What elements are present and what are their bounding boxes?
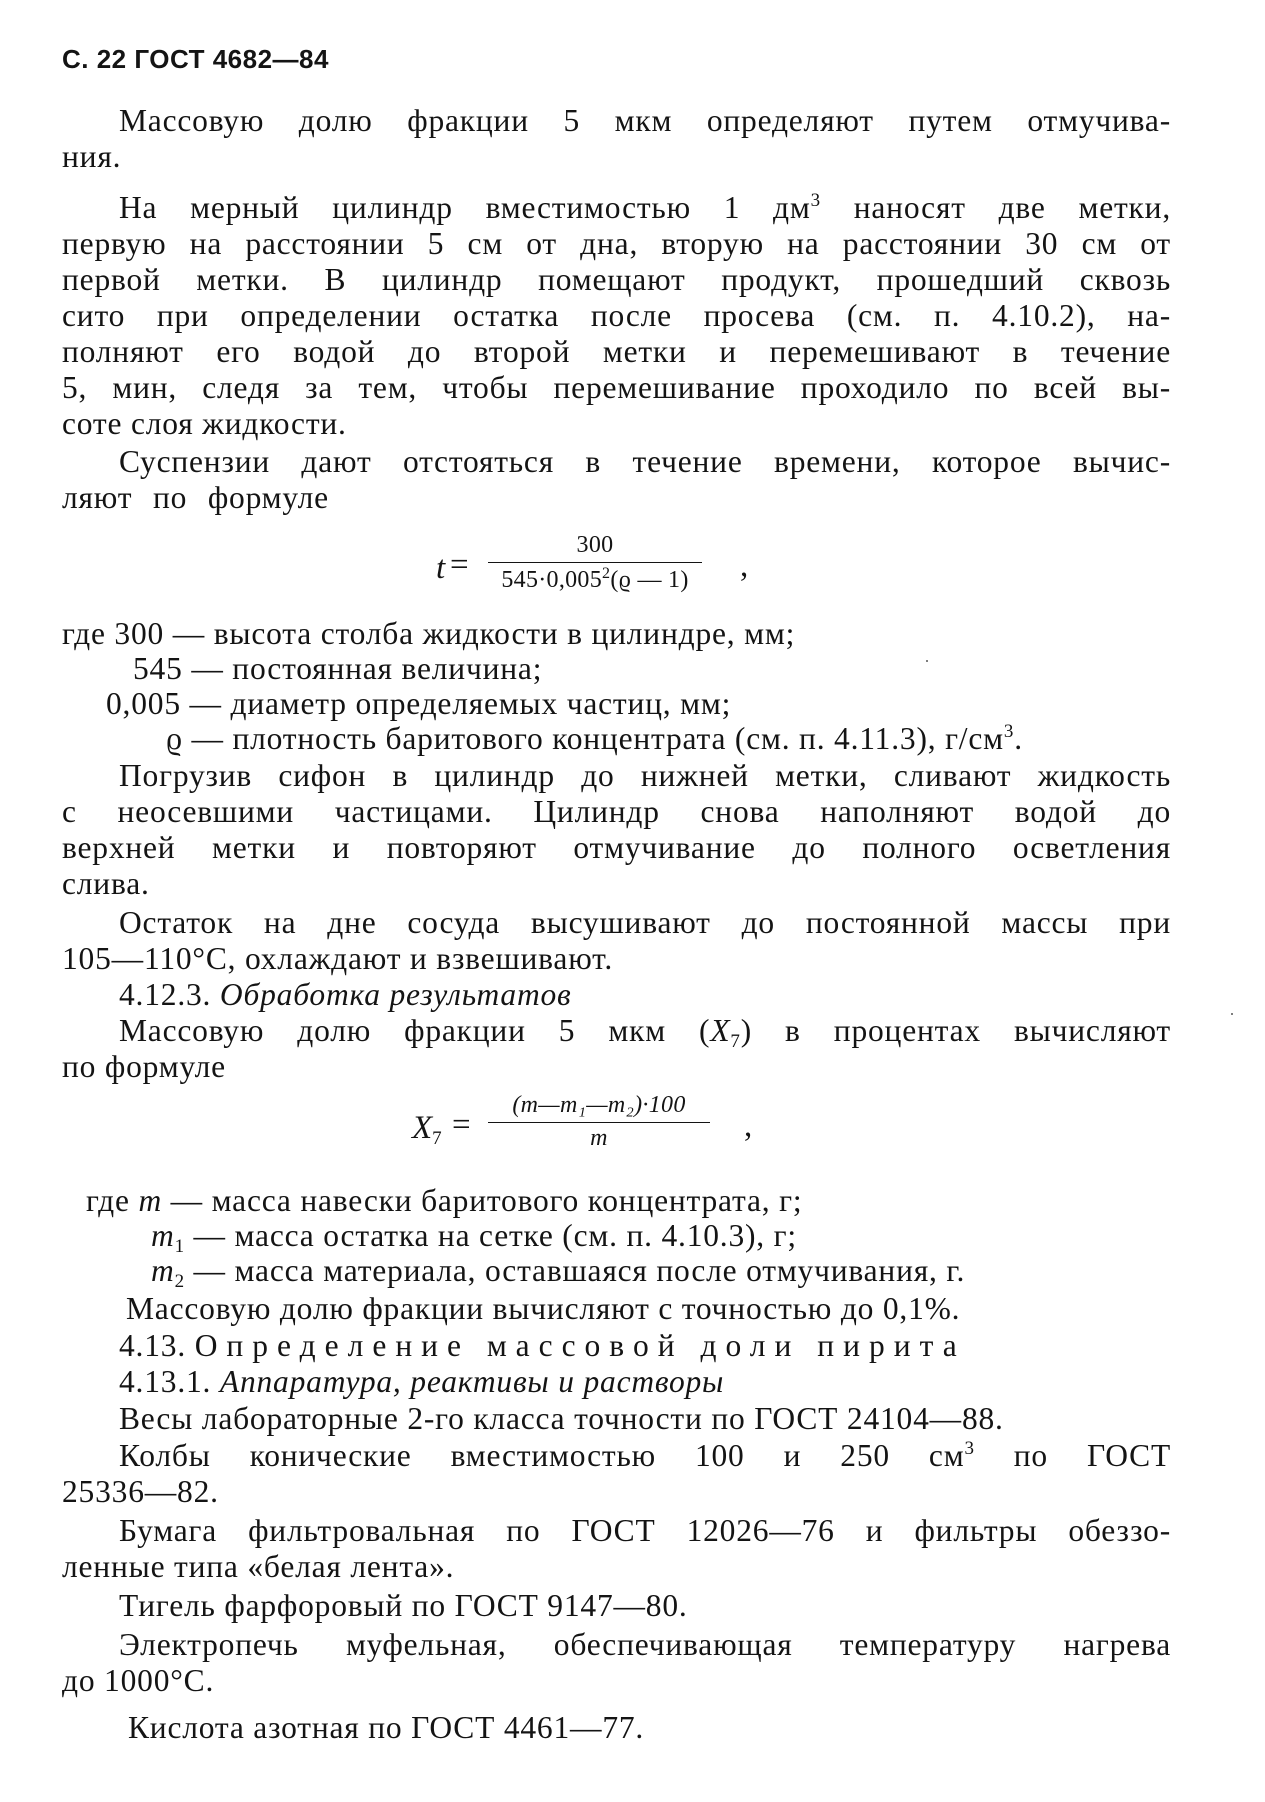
- paragraph-line: 5, мин, следя за тем, чтобы перемешивание проходило по всей вы-: [62, 370, 1171, 405]
- paragraph-line: верхней метки и повторяют отмучивание до полного осветления: [62, 830, 1171, 865]
- paragraph-line: ния.: [62, 139, 122, 174]
- paragraph-line: с неосевшими частицами. Цилиндр снова наполняют водой до: [62, 794, 1171, 829]
- paragraph-line: соте слоя жидкости.: [62, 406, 347, 441]
- section-heading: 4.13.1. Аппаратура, реактивы и растворы: [119, 1364, 725, 1399]
- legend-line: где 300 — высота столба жидкости в цилиндре, мм;: [62, 616, 796, 651]
- formula-denominator: m: [590, 1125, 608, 1151]
- page-header: С. 22 ГОСТ 4682—84: [62, 44, 329, 74]
- paragraph-line: сито при определении остатка после просева (см. п. 4.10.2), на-: [62, 298, 1171, 333]
- formula-lhs: $X_7$: [412, 1110, 442, 1149]
- paragraph-line: слива.: [62, 866, 150, 901]
- formula-time: [436, 532, 776, 610]
- paragraph-line: до 1000°С.: [62, 1663, 215, 1698]
- formula-fraction: [488, 532, 702, 594]
- formula-numerator: (m—m₁—m₂)·100: [512, 1092, 686, 1118]
- paragraph-line: Колбы конические вместимостью 100 и 250 $см^3$ по ГОСТ: [119, 1438, 1171, 1473]
- legend-line: 0,005 — диаметр определяемых частиц, мм;: [106, 686, 732, 721]
- formula-comma: ,: [744, 1108, 753, 1144]
- paragraph-line: Весы лабораторные 2-го класса точности по ГОСТ 24104—88.: [119, 1401, 1004, 1436]
- legend-line: $m_1$ — масса остатка на сетке (см. п. 4.10.3), г;: [151, 1218, 797, 1257]
- paragraph-line: Бумага фильтровальная по ГОСТ 12026—76 и фильтры обеззо-: [119, 1513, 1171, 1548]
- paragraph-line: первой метки. В цилиндр помещают продукт, прошедший сквозь: [62, 262, 1171, 297]
- paragraph-line: Остаток на дне сосуда высушивают до постоянной массы при: [119, 905, 1171, 940]
- legend-line: где m — масса навески баритового концентрата, г;: [86, 1183, 803, 1218]
- paragraph-line: Кислота азотная по ГОСТ 4461—77.: [128, 1710, 645, 1745]
- formula-equals: =: [452, 1107, 471, 1143]
- paragraph-line: Массовую долю фракции 5 мкм $(X_7)$ в процентах вычисляют: [119, 1013, 1171, 1052]
- paragraph-line: ленные типа «белая лента».: [62, 1549, 455, 1584]
- section-heading: 4.13. Определение массовой доли пирита: [119, 1328, 966, 1363]
- paragraph-line: Массовую долю фракции 5 мкм определяют путем отмучива-: [119, 103, 1171, 138]
- formula-numerator: 300: [576, 532, 614, 558]
- paragraph-line: Тигель фарфоровый по ГОСТ 9147—80.: [119, 1588, 688, 1623]
- formula-denominator: $545\cdot 0,005^2(ϱ$ — 1): [501, 565, 689, 593]
- paragraph-line: 105—110°С, охлаждают и взвешивают.: [62, 941, 613, 976]
- paragraph-line: Массовую долю фракции вычисляют с точностью до 0,1%.: [126, 1291, 961, 1326]
- paragraph-line: ляют по формуле: [62, 480, 329, 515]
- formula-comma: ,: [740, 548, 749, 584]
- scan-speck: [926, 660, 928, 662]
- paragraph-line: Суспензии дают отстояться в течение времени, которое вычис-: [119, 444, 1171, 479]
- legend-line: 545 — постоянная величина;: [133, 651, 543, 686]
- paragraph-line: Погрузив сифон в цилиндр до нижней метки, сливают жидкость: [119, 758, 1171, 793]
- scan-speck: [1231, 1013, 1233, 1015]
- formula-fraction: [488, 1092, 710, 1152]
- section-heading: 4.12.3. Обработка результатов: [119, 977, 572, 1012]
- paragraph-line: 25336—82.: [62, 1474, 219, 1509]
- formula-lhs: t: [436, 550, 446, 586]
- legend-line: ϱ — плотность баритового концентрата (см. п. 4.11.3), $г/см^3$.: [166, 721, 1023, 756]
- formula-mass-fraction: [412, 1092, 772, 1172]
- paragraph-line: Электропечь муфельная, обеспечивающая температуру нагрева: [119, 1627, 1171, 1662]
- paragraph-line: полняют его водой до второй метки и перемешивают в течение: [62, 334, 1171, 369]
- legend-line: $m_2$ — масса материала, оставшаяся после отмучивания, г.: [151, 1253, 966, 1292]
- paragraph-line: На мерный цилиндр вместимостью 1 $дм^3$ наносят две метки,: [119, 190, 1171, 225]
- formula-equals: =: [450, 547, 469, 583]
- paragraph-line: первую на расстоянии 5 см от дна, вторую на расстоянии 30 см от: [62, 226, 1171, 261]
- paragraph-line: по формуле: [62, 1049, 226, 1084]
